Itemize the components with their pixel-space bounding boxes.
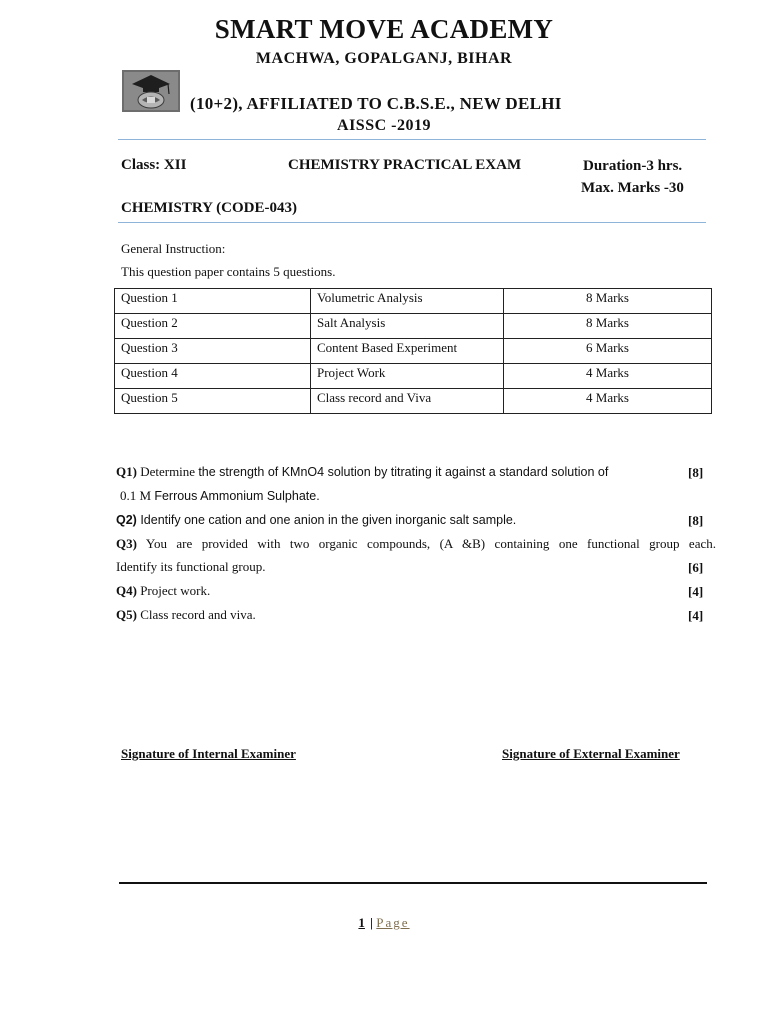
question-cell: Question 4 — [115, 364, 311, 389]
marks-cell: 6 Marks — [504, 339, 712, 364]
marks-cell: 4 Marks — [504, 389, 712, 414]
question-1-marks: [8] — [688, 465, 704, 480]
question-1-line2-b: Ferrous Ammonium Sulphate. — [154, 489, 320, 503]
exam-title: CHEMISTRY PRACTICAL EXAM — [288, 157, 522, 173]
question-1-text-b: the strength of KMnO4 solution by titrating it against a standard solution of — [198, 465, 609, 479]
question-4-label: Q4) — [116, 583, 137, 598]
question-4 — [116, 583, 210, 599]
page-number: 1 — [358, 915, 365, 930]
question-2 — [116, 512, 516, 528]
question-3-line-2: Identify its functional group. — [116, 559, 266, 574]
table-row — [115, 314, 712, 339]
topic-cell: Content Based Experiment — [311, 339, 504, 364]
question-cell: Question 3 — [115, 339, 311, 364]
question-2-marks: [8] — [688, 513, 704, 528]
topic-cell: Class record and Viva — [311, 389, 504, 414]
marks-table — [114, 288, 712, 414]
footer-divider — [119, 882, 707, 884]
question-3-text: You are provided with two organic compounds, (A &B) containing one functional group each. — [145, 536, 716, 551]
question-5-marks: [4] — [688, 608, 704, 623]
subject-code: CHEMISTRY (CODE-043) — [121, 200, 298, 216]
question-3-marks: [6] — [688, 560, 704, 575]
school-emblem-icon — [122, 70, 180, 112]
marks-cell: 4 Marks — [504, 364, 712, 389]
info-divider — [118, 222, 706, 223]
affiliation: (10+2), AFFILIATED TO C.B.S.E., NEW DELHI — [190, 94, 562, 113]
table-row — [115, 339, 712, 364]
question-2-text: Identify one cation and one anion in the given inorganic salt sample. — [140, 513, 517, 527]
question-5-label: Q5) — [116, 607, 137, 622]
question-cell: Question 5 — [115, 389, 311, 414]
question-1-label: Q1) — [116, 464, 137, 479]
session: AISSC -2019 — [337, 117, 431, 134]
question-3 — [116, 536, 716, 552]
topic-cell: Salt Analysis — [311, 314, 504, 339]
instruction-text: This question paper contains 5 questions. — [121, 264, 336, 279]
max-marks: Max. Marks -30 — [581, 180, 684, 196]
marks-cell: 8 Marks — [504, 289, 712, 314]
question-1-text-a: Determine — [140, 464, 196, 479]
question-2-label: Q2) — [116, 513, 137, 527]
topic-cell: Project Work — [311, 364, 504, 389]
table-row — [115, 289, 712, 314]
question-5-text: Class record and viva. — [140, 607, 256, 622]
school-name: SMART MOVE ACADEMY — [214, 14, 554, 44]
page-footer — [0, 915, 768, 931]
table-row — [115, 364, 712, 389]
page-separator: | — [370, 915, 374, 930]
question-1 — [116, 464, 608, 480]
class-label: Class: XII — [121, 157, 187, 173]
page-label: Page — [376, 915, 410, 930]
question-3-label: Q3) — [116, 536, 137, 551]
question-cell: Question 1 — [115, 289, 311, 314]
question-5 — [116, 607, 256, 623]
question-1-line-2 — [120, 488, 320, 504]
internal-examiner-signature: Signature of Internal Examiner — [121, 746, 296, 761]
marks-cell: 8 Marks — [504, 314, 712, 339]
question-4-marks: [4] — [688, 584, 704, 599]
header-divider — [118, 139, 706, 140]
topic-cell: Volumetric Analysis — [311, 289, 504, 314]
school-address: MACHWA, GOPALGANJ, BIHAR — [255, 50, 513, 67]
table-row — [115, 389, 712, 414]
instruction-heading: General Instruction: — [121, 241, 226, 256]
question-1-line2-a: 0.1 M — [120, 488, 152, 503]
question-4-text: Project work. — [140, 583, 211, 598]
question-cell: Question 2 — [115, 314, 311, 339]
external-examiner-signature: Signature of External Examiner — [502, 746, 680, 761]
duration: Duration-3 hrs. — [583, 158, 683, 174]
